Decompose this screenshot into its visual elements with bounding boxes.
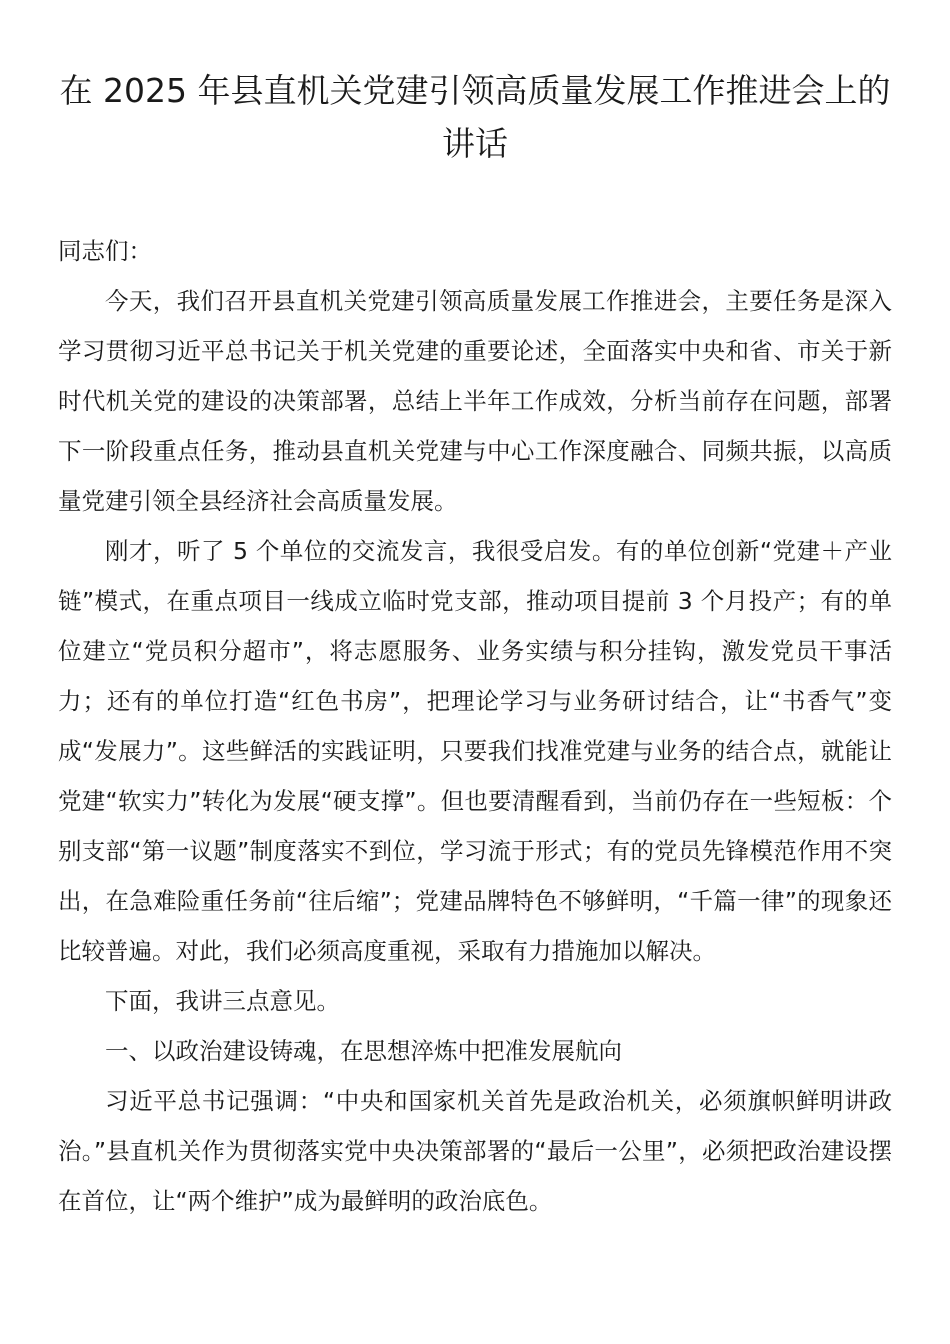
section-heading-1: 一、以政治建设铸魂，在思想淬炼中把准发展航向 xyxy=(105,1037,622,1065)
paragraph-transition: 下面，我讲三点意见。 xyxy=(105,987,340,1015)
document-title: 在 2025 年县直机关党建引领高质量发展工作推进会上的讲话 xyxy=(59,71,891,163)
paragraph-review: 刚才，听了 5 个单位的交流发言，我很受启发。有的单位创新“党建＋产业链”模式，在重点项目一线成立临时党支部，推动项目提前 3 个月投产；有的单位建立“党员积分超市”，将志愿服务、业务实绩与积分挂钩，激发党员干事活力；还有的单位打造“红色书房”，把理论学习与业务研讨结合，让“书香气”变成“发展力”。这些鲜活的实践证明，只要我们找准党建与业务的结合点，就能让党建“软实力”转化为发展“硬支撑”。但也要清醒看到，当前仍存在一些短板：个别支部“第一议题”制度落实不到位，学习流于形式；有的党员先锋模范作用不突出，在急难险重任务前“往后缩”；党建品牌特色不够鲜明，“千篇一律”的现象还比较普遍。对此，我们必须高度重视，采取有力措施加以解决。 xyxy=(58,537,892,965)
paragraph-opening: 今天，我们召开县直机关党建引领高质量发展工作推进会，主要任务是深入学习贯彻习近平总书记关于机关党建的重要论述，全面落实中央和省、市关于新时代机关党的建设的决策部署，总结上半年工作成效，分析当前存在问题，部署下一阶段重点任务，推动县直机关党建与中心工作深度融合、同频共振，以高质量党建引领全县经济社会高质量发展。 xyxy=(58,287,892,515)
salutation: 同志们： xyxy=(58,237,152,265)
paragraph-section-1: 习近平总书记强调：“中央和国家机关首先是政治机关，必须旗帜鲜明讲政治。”县直机关作为贯彻落实党中央决策部署的“最后一公里”，必须把政治建设摆在首位，让“两个维护”成为最鲜明的政治底色。 xyxy=(58,1087,892,1215)
document-body xyxy=(58,226,892,1226)
